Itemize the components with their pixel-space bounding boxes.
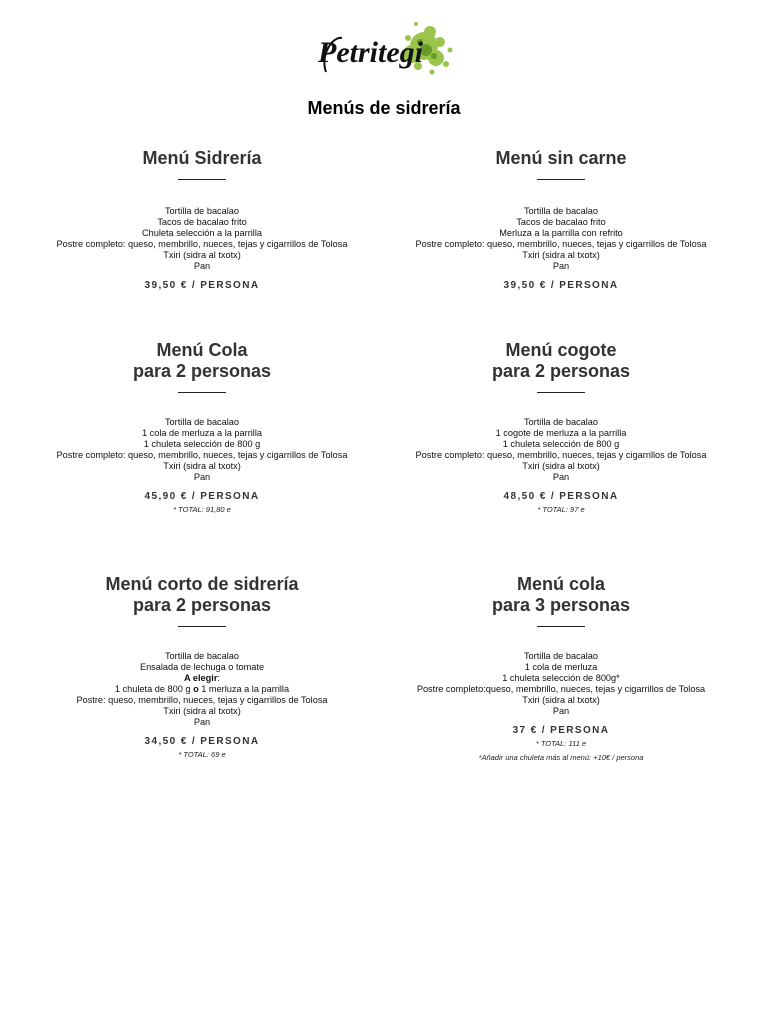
- menu-item: Pan: [552, 472, 570, 482]
- menu-item: Merluza a la parrilla con refrito: [499, 228, 623, 238]
- total-note: * TOTAL: 111 e: [535, 739, 587, 748]
- menu-item: Tortilla de bacalao: [164, 417, 240, 427]
- title-divider: [537, 392, 585, 393]
- title-divider: [537, 179, 585, 180]
- menu-item: Txiri (sidra al txotx): [522, 461, 600, 471]
- menu-item: Postre completo:queso, membrillo, nueces, tejas y cigarrillos de Tolosa: [416, 684, 706, 694]
- menu-price: 45,90 € / PERSONA: [144, 491, 260, 502]
- menu-item: 1 cogote de merluza a la parrilla: [495, 428, 627, 438]
- title-divider: [178, 626, 226, 627]
- menu-item: Pan: [193, 261, 211, 271]
- menu-item: Txiri (sidra al txotx): [163, 250, 241, 260]
- menu-item: Tacos de bacalao frito: [516, 217, 606, 227]
- menu-title: Menú corto de sidrería para 2 personas: [105, 574, 299, 615]
- menu-corto-sidreria: [52, 574, 352, 759]
- menu-price: 34,50 € / PERSONA: [144, 736, 260, 747]
- menu-item: 1 cola de merluza a la parrilla: [141, 428, 262, 438]
- menu-price: 37 € / PERSONA: [512, 725, 610, 736]
- menu-item: Postre completo: queso, membrillo, nueces, tejas y cigarrillos de Tolosa: [415, 239, 707, 249]
- menu-item: 1 chuleta selección de 800 g: [143, 439, 261, 449]
- menu-item: Postre completo: queso, membrillo, nueces, tejas y cigarrillos de Tolosa: [415, 450, 707, 460]
- menu-item: Postre: queso, membrillo, nueces, tejas y cigarrillos de Tolosa: [76, 695, 328, 705]
- title-divider: [537, 626, 585, 627]
- menu-item: 1 cola de merluza: [524, 662, 598, 672]
- menu-items: [52, 417, 352, 483]
- menu-item: Pan: [193, 717, 211, 727]
- menu-item: Pan: [552, 261, 570, 271]
- menu-title: Menú sin carne: [495, 148, 627, 168]
- menu-title: Menú cogote para 2 personas: [491, 340, 631, 381]
- menu-sidreria: [52, 148, 352, 291]
- menu-item: Txiri (sidra al txotx): [522, 695, 600, 705]
- menu-items: [52, 206, 352, 272]
- extra-chop-note: *Añadir una chuleta más al menú: +10€ / persona: [478, 753, 644, 762]
- menu-item: Pan: [552, 706, 570, 716]
- menu-sin-carne: [411, 148, 711, 291]
- menu-title: Menú Cola para 2 personas: [132, 340, 272, 381]
- menu-items: [411, 651, 711, 717]
- menu-title: Menú cola para 3 personas: [491, 574, 631, 615]
- menu-item: Chuleta selección a la parrilla: [141, 228, 262, 238]
- total-note: * TOTAL: 69 e: [178, 750, 226, 759]
- choose-line: A elegir:: [184, 673, 220, 683]
- menu-cola-2-personas: [52, 340, 352, 514]
- menu-item: 1 chuleta selección de 800g*: [502, 673, 620, 683]
- page-title: Menús de sidrería: [307, 98, 461, 118]
- menu-item: Tortilla de bacalao: [523, 206, 599, 216]
- menu-title: Menú Sidrería: [142, 148, 262, 168]
- title-divider: [178, 179, 226, 180]
- logo-graphic: [312, 16, 456, 86]
- menu-item: Tortilla de bacalao: [523, 417, 599, 427]
- menu-cogote-2-personas: [411, 340, 711, 514]
- menu-cola-3-personas: [411, 574, 711, 762]
- menu-item: Ensalada de lechuga o tomate: [139, 662, 265, 672]
- menu-price: 39,50 € / PERSONA: [144, 280, 260, 291]
- menu-item: Tortilla de bacalao: [164, 206, 240, 216]
- menu-item: 1 chuleta selección de 800 g: [502, 439, 620, 449]
- menu-item: Txiri (sidra al txotx): [163, 706, 241, 716]
- menu-item: Tortilla de bacalao: [523, 651, 599, 661]
- menu-price: 39,50 € / PERSONA: [503, 280, 619, 291]
- logo-wordmark: Petritegi: [318, 36, 423, 69]
- title-divider: [178, 392, 226, 393]
- choice-line: 1 chuleta de 800 g o 1 merluza a la parrilla: [114, 684, 290, 694]
- total-note: * TOTAL: 91,80 e: [173, 505, 231, 514]
- menu-item: Tortilla de bacalao: [164, 651, 240, 661]
- menu-item: Postre completo: queso, membrillo, nueces, tejas y cigarrillos de Tolosa: [56, 450, 348, 460]
- menu-item: Postre completo: queso, membrillo, nueces, tejas y cigarrillos de Tolosa: [56, 239, 348, 249]
- menu-item: Pan: [193, 472, 211, 482]
- menu-item: Txiri (sidra al txotx): [163, 461, 241, 471]
- menu-price: 48,50 € / PERSONA: [503, 491, 619, 502]
- petritegi-logo: [312, 16, 456, 86]
- menu-items: [411, 206, 711, 272]
- menu-items: [52, 651, 352, 728]
- total-note: * TOTAL: 97 e: [537, 505, 585, 514]
- menu-item: Txiri (sidra al txotx): [522, 250, 600, 260]
- menu-items: [411, 417, 711, 483]
- menu-item: Tacos de bacalao frito: [157, 217, 247, 227]
